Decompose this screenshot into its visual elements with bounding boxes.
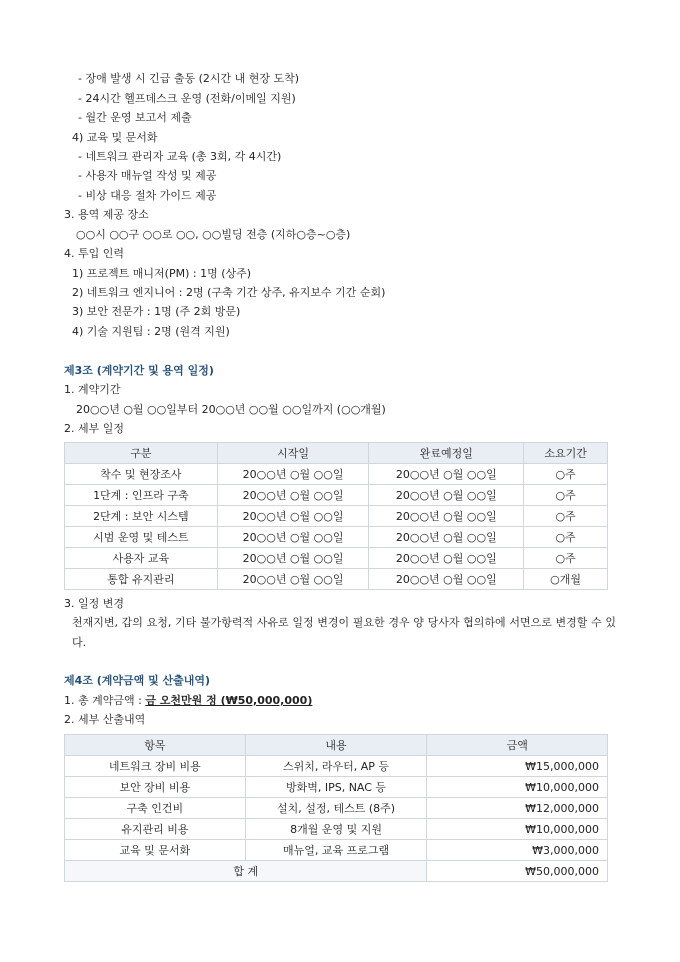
table-row (65, 527, 608, 548)
table-cell: 20○○년 ○월 ○○일 (217, 527, 369, 548)
table-row (65, 840, 608, 861)
table-cell: 8개월 운영 및 지원 (245, 819, 427, 840)
change-text: 천재지변, 갑의 요청, 기타 불가항력적 사유로 일정 변경이 필요한 경우 양 당사자 협의하에 서면으로 변경할 수 있다. (72, 616, 616, 649)
change-title: 3. 일정 변경 (64, 597, 124, 610)
table-row (65, 569, 608, 590)
table-cell: 2단계 : 보안 시스템 (65, 506, 218, 527)
table-cell: 20○○년 ○월 ○○일 (217, 485, 369, 506)
list-item: - 24시간 헬프데스크 운영 (전화/이메일 지원) (78, 92, 296, 105)
header-cell: 내용 (245, 735, 427, 756)
list-item: - 사용자 매뉴얼 작성 및 제공 (78, 169, 217, 182)
header-cell: 항목 (65, 735, 246, 756)
table-row (65, 777, 608, 798)
table-cell: ○주 (524, 464, 608, 485)
table-cell: 방화벽, IPS, NAC 등 (245, 777, 427, 798)
table-cell: 보안 장비 비용 (65, 777, 246, 798)
table-cell: ○주 (524, 527, 608, 548)
article4-heading: 제4조 (계약금액 및 산출내역) (64, 674, 211, 687)
staff-item: 1) 프로젝트 매니저(PM) : 1명 (상주) (72, 267, 252, 280)
list-item: - 비상 대응 절차 가이드 제공 (78, 189, 217, 202)
header-cell: 구분 (65, 443, 218, 464)
table-cell: ₩10,000,000 (427, 777, 608, 798)
table-cell: ○주 (524, 485, 608, 506)
cost-detail-title: 2. 세부 산출내역 (64, 713, 146, 726)
table-cell: ₩15,000,000 (427, 756, 608, 777)
list-item: 4) 교육 및 문서화 (72, 131, 158, 144)
total-label: 합 계 (65, 861, 427, 882)
schedule-title: 2. 세부 일정 (64, 422, 124, 435)
staff-item: 2) 네트워크 엔지니어 : 2명 (구축 기간 상주, 유지보수 기간 순회) (72, 286, 386, 299)
header-cell: 소요기간 (524, 443, 608, 464)
header-cell: 완료예정일 (369, 443, 524, 464)
list-item: - 장애 발생 시 긴급 출동 (2시간 내 현장 도착) (78, 72, 300, 85)
schedule-table (64, 442, 608, 590)
table-cell: 사용자 교육 (65, 548, 218, 569)
place-text: ○○시 ○○구 ○○로 ○○, ○○빌딩 전층 (지하○층~○층) (76, 228, 351, 241)
article3-heading: 제3조 (계약기간 및 용역 일정) (64, 364, 214, 377)
table-row (65, 756, 608, 777)
table-cell: 설치, 설정, 테스트 (8주) (245, 798, 427, 819)
header-cell: 금액 (427, 735, 608, 756)
period-title: 1. 계약기간 (64, 383, 121, 396)
table-row (65, 548, 608, 569)
table-row (65, 798, 608, 819)
total-amount-label: 1. 총 계약금액 : (64, 694, 146, 707)
total-value: ₩50,000,000 (427, 861, 608, 882)
table-header-row (65, 735, 608, 756)
cost-table (64, 734, 608, 882)
period-text: 20○○년 ○월 ○○일부터 20○○년 ○○월 ○○일까지 (○○개월) (76, 403, 386, 416)
table-row (65, 464, 608, 485)
table-cell: 20○○년 ○월 ○○일 (217, 569, 369, 590)
table-cell: 시범 운영 및 테스트 (65, 527, 218, 548)
list-item: - 네트워크 관리자 교육 (총 3회, 각 4시간) (78, 150, 282, 163)
table-cell: 20○○년 ○월 ○○일 (369, 527, 524, 548)
table-row (65, 819, 608, 840)
table-cell: 스위치, 라우터, AP 등 (245, 756, 427, 777)
table-cell: 통합 유지관리 (65, 569, 218, 590)
staff-item: 4) 기술 지원팀 : 2명 (원격 지원) (72, 325, 230, 338)
table-row (65, 506, 608, 527)
table-cell: 20○○년 ○월 ○○일 (369, 485, 524, 506)
table-cell: ○주 (524, 506, 608, 527)
table-total-row (65, 861, 608, 882)
table-cell: ○개월 (524, 569, 608, 590)
table-row (65, 485, 608, 506)
table-cell: 20○○년 ○월 ○○일 (217, 464, 369, 485)
table-cell: 착수 및 현장조사 (65, 464, 218, 485)
table-cell: 구축 인건비 (65, 798, 246, 819)
total-amount-value: 금 오천만원 정 (₩50,000,000) (145, 694, 313, 707)
table-cell: 매뉴얼, 교육 프로그램 (245, 840, 427, 861)
table-cell: 20○○년 ○월 ○○일 (217, 506, 369, 527)
table-cell: 20○○년 ○월 ○○일 (369, 506, 524, 527)
table-cell: ₩12,000,000 (427, 798, 608, 819)
table-cell: 20○○년 ○월 ○○일 (217, 548, 369, 569)
table-cell: ₩3,000,000 (427, 840, 608, 861)
list-item: - 월간 운영 보고서 제출 (78, 111, 192, 124)
table-cell: ○주 (524, 548, 608, 569)
table-header-row (65, 443, 608, 464)
section-title-place: 3. 용역 제공 장소 (64, 208, 149, 221)
table-cell: 네트워크 장비 비용 (65, 756, 246, 777)
staff-item: 3) 보안 전문가 : 1명 (주 2회 방문) (72, 305, 241, 318)
table-cell: 유지관리 비용 (65, 819, 246, 840)
total-amount-line (64, 694, 312, 708)
table-cell: 20○○년 ○월 ○○일 (369, 569, 524, 590)
table-cell: 20○○년 ○월 ○○일 (369, 548, 524, 569)
table-cell: 교육 및 문서화 (65, 840, 246, 861)
table-cell: ₩10,000,000 (427, 819, 608, 840)
table-cell: 1단계 : 인프라 구축 (65, 485, 218, 506)
table-cell: 20○○년 ○월 ○○일 (369, 464, 524, 485)
section-title-staff: 4. 투입 인력 (64, 247, 124, 260)
header-cell: 시작일 (217, 443, 369, 464)
